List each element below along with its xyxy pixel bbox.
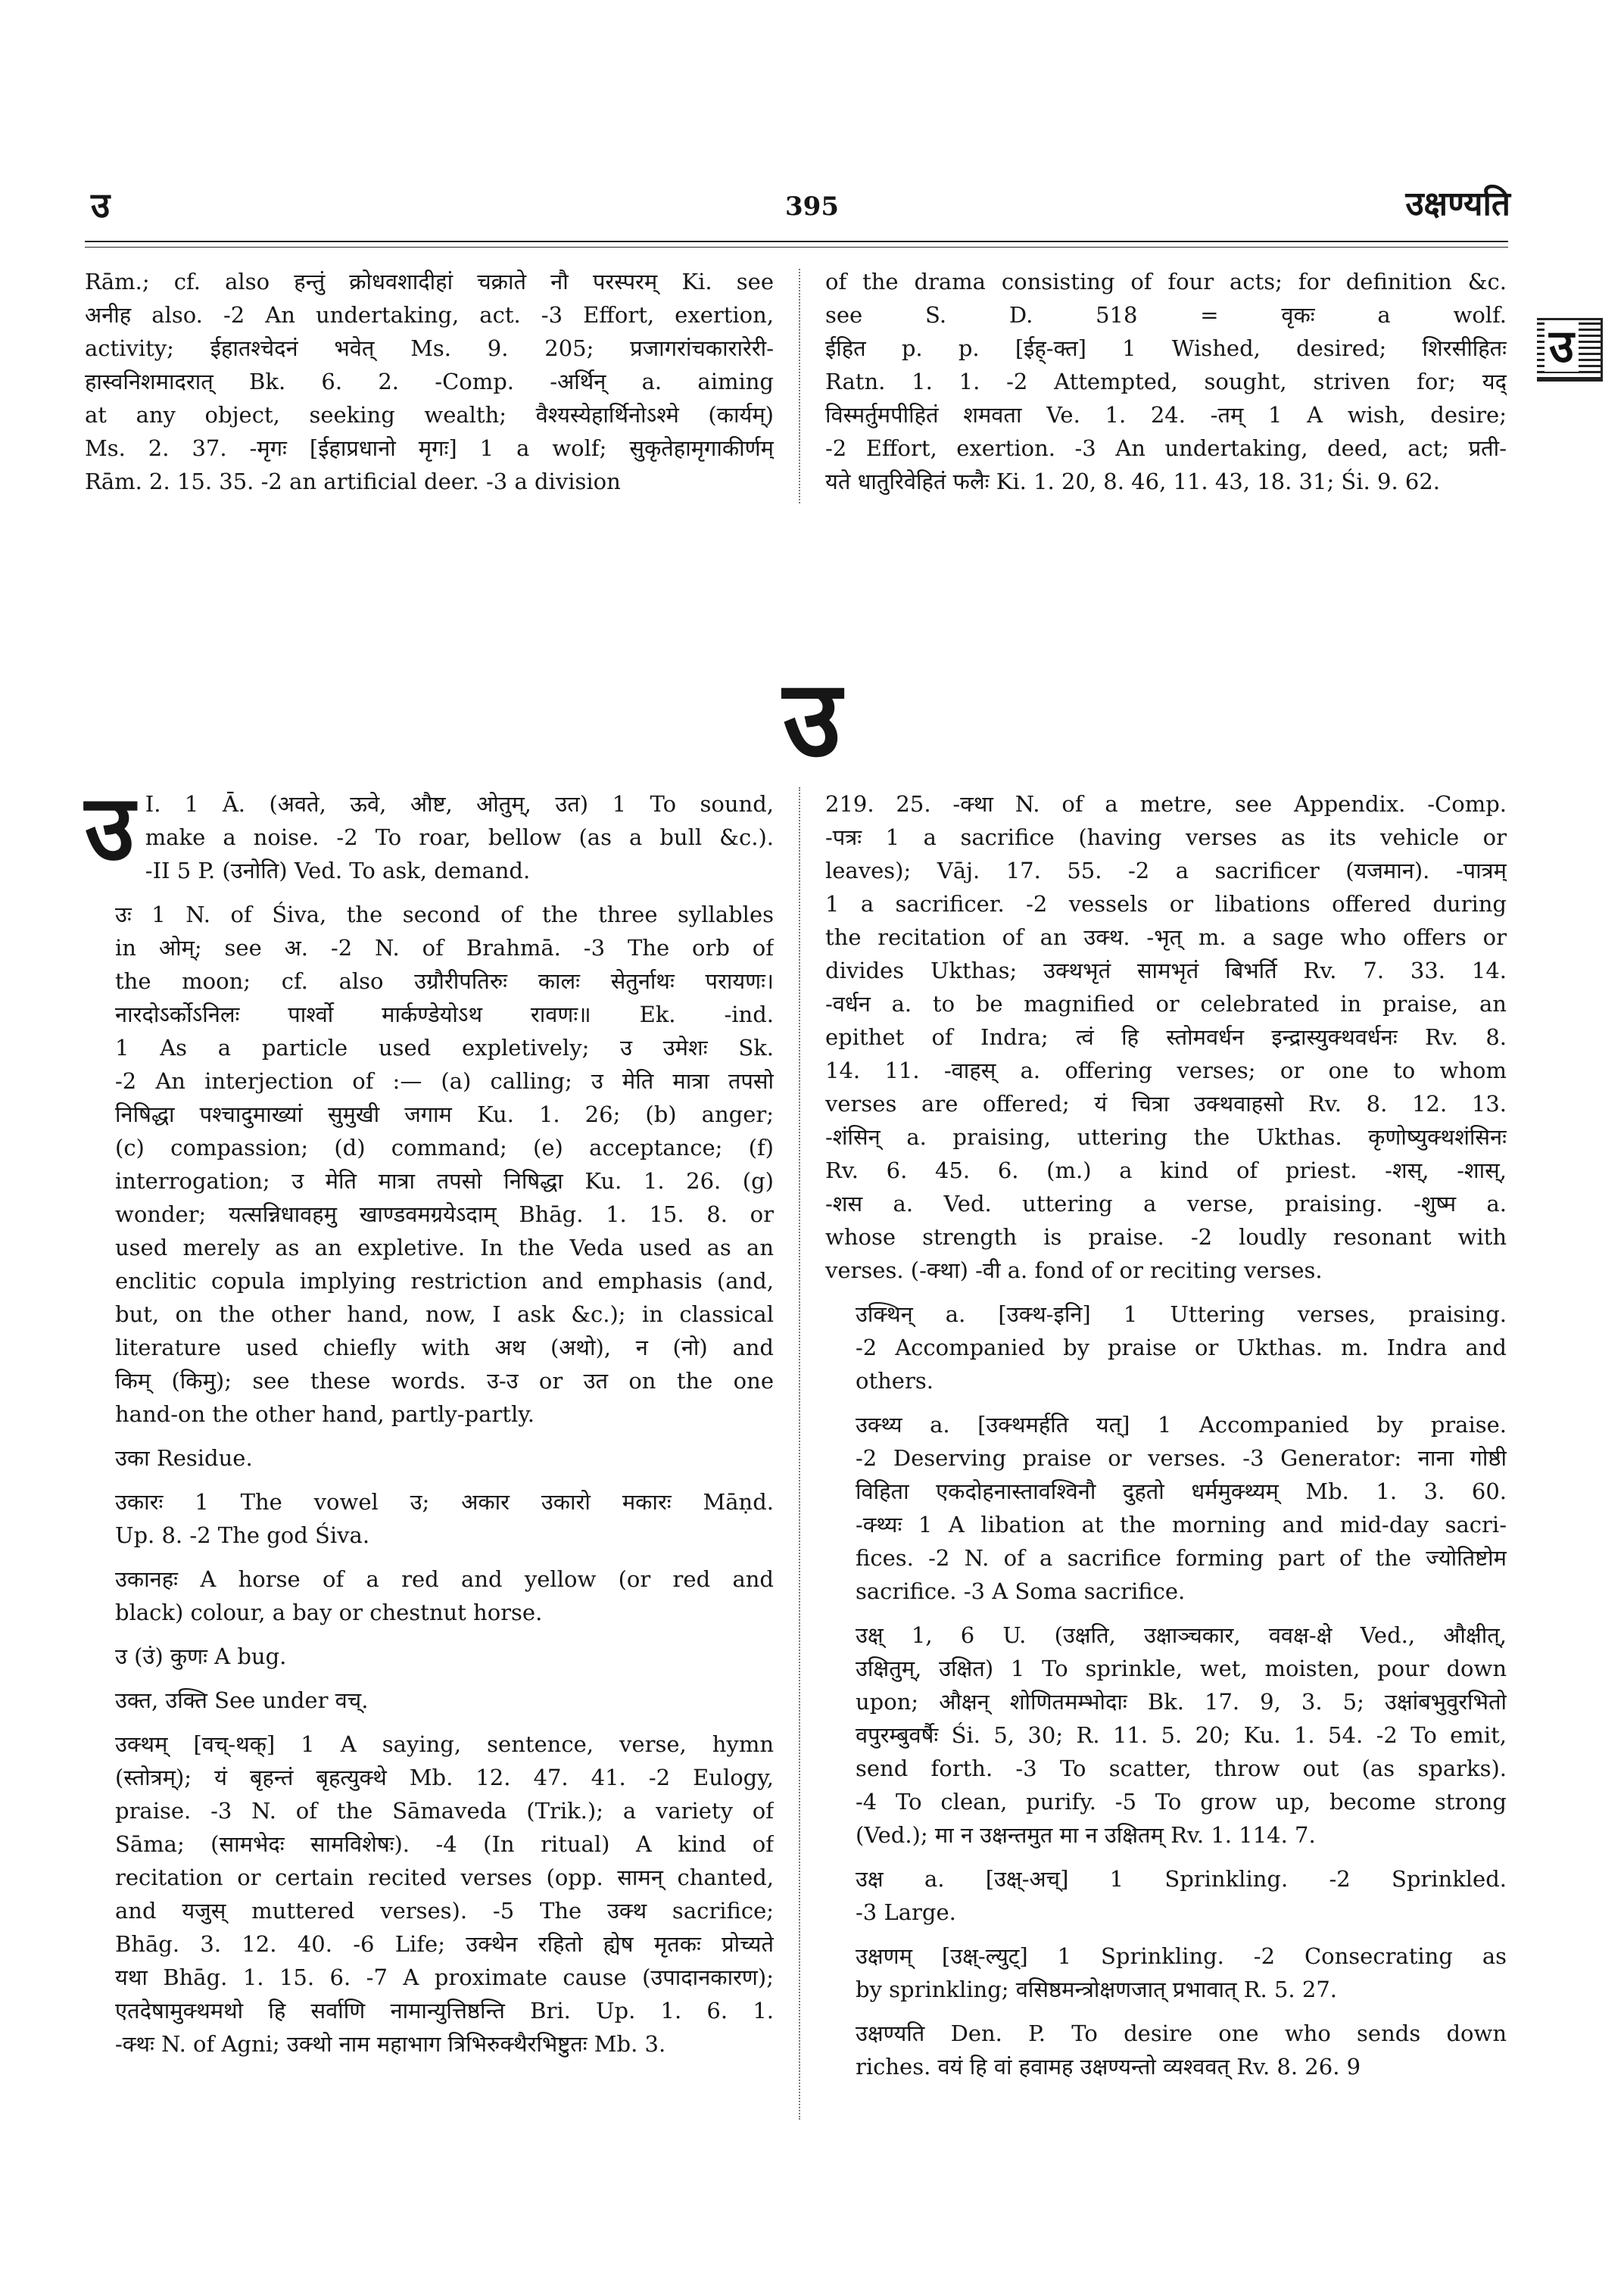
text-line: -वर्धन a. to be magnified or celebrated in praise, an — [825, 991, 1507, 1017]
text-line: verses. (-क्था) -वी a. fond of or reciting verses. — [825, 1257, 1323, 1283]
text-line: निषिद्धा पश्चादुमाख्यां सुमुखी जगाम Ku. 1. 26; (b) anger; — [115, 1101, 774, 1127]
left-column — [85, 774, 774, 2071]
dictionary-entry — [85, 1485, 774, 1552]
dictionary-entry — [825, 1408, 1507, 1608]
drop-cap-letter: उ — [85, 774, 135, 881]
dictionary-entry — [85, 774, 774, 887]
header-left-letter: उ — [91, 185, 111, 226]
text-line: 14. 11. -वाहस् a. offering verses; or one to whom — [825, 1058, 1507, 1083]
text-line: 1 As a particle used expletively; उ उमेशः Sk. — [115, 1035, 774, 1061]
right-column — [825, 787, 1507, 2094]
text-line: riches. वयं हि वां हवामह उक्षण्यन्तो व्यश्ववत् Rv. 8. 26. 9 — [856, 2054, 1361, 2080]
dictionary-entry — [85, 898, 774, 1431]
dictionary-entry — [825, 1618, 1507, 1852]
top-right-column — [825, 265, 1507, 498]
text-line: praise. -3 N. of the Sāmaveda (Trik.); a variety of — [115, 1798, 774, 1824]
text-line: fices. -2 N. of a sacrifice forming part of the ज्योतिष्टोम — [856, 1545, 1507, 1571]
text-line: send forth. -3 To scatter, throw out (as sparks). — [856, 1756, 1507, 1781]
text-line: upon; औक्षन् शोणितमम्भोदाः Bk. 17. 9, 3. 5; उक्षांबभुवुरभितो — [856, 1689, 1507, 1715]
text-line: 1 a sacrificer. -2 vessels or libations offered during — [825, 891, 1507, 917]
text-line: विहिता एकदोहनास्तावश्विनौ दुहतो धर्ममुक्थ्यम् Mb. 1. 3. 60. — [856, 1478, 1507, 1504]
text-line: (स्तोत्रम्); यं बृहन्तं बृहत्युक्थे Mb. 12. 47. 41. -2 Eulogy, — [115, 1765, 774, 1790]
text-line: -2 Accompanied by praise or Ukthas. m. Indra and — [856, 1335, 1507, 1360]
text-line: the moon; cf. also उग्रौरीपतिरुः कालः सेतुर्नाथः परायणः। — [115, 968, 774, 994]
text-line: -क्थः N. of Agni; उक्थो नाम महाभाग त्रिभिरुक्थैरभिष्टुतः Mb. 3. — [115, 2031, 666, 2057]
text-line: wonder; यत्सन्निधावहमु खाण्डवमग्रयेऽदाम् Bhāg. 1. 15. 8. or — [115, 1201, 774, 1227]
text-line: make a noise. -2 To roar, bellow (as a bull &c.). — [145, 824, 774, 850]
text-line: hand-on the other hand, partly-partly. — [115, 1401, 535, 1427]
text-line: उक्ष् 1, 6 U. (उक्षति, उक्षाञ्चकार, ववक्ष-क्षे Ved., औक्षीत्, — [856, 1622, 1507, 1648]
text-line: -शंसिन् a. praising, uttering the Ukthas. कृणोष्युक्थशंसिनः — [825, 1124, 1507, 1150]
text-line: whose strength is praise. -2 loudly resonant with — [825, 1224, 1507, 1250]
column-divider-top — [799, 269, 800, 503]
text-line: नारदोऽर्कोऽनिलः पार्श्वो मार्कण्डेयोऽथ रावणः॥ Ek. -ind. — [115, 1002, 774, 1027]
text-line: Rv. 6. 45. 6. (m.) a kind of priest. -शस्, -शास्, — [825, 1157, 1507, 1183]
dictionary-entry — [85, 1562, 774, 1629]
text-line: Ratn. 1. 1. -2 Attempted, sought, striven for; यद् — [825, 369, 1507, 394]
dictionary-entry — [825, 1862, 1507, 1929]
text-line: sacrifice. -3 A Soma sacrifice. — [856, 1578, 1186, 1604]
text-line: विस्मर्तुमपीहितं शमवता Ve. 1. 24. -तम् 1 A wish, desire; — [825, 402, 1507, 428]
text-line: हास्वनिशमादरात् Bk. 6. 2. -Comp. -अर्थिन् a. aiming — [85, 369, 774, 394]
dictionary-entry — [825, 1298, 1507, 1397]
text-line: verses are offered; यं चित्रा उक्थवाहसो Rv. 8. 12. 13. — [825, 1091, 1507, 1117]
text-line: वपुरम्बुवर्षैः Śi. 5, 30; R. 11. 5. 20; Ku. 1. 54. -2 To emit, — [856, 1722, 1507, 1748]
text-line: epithet of Indra; त्वं हि स्तोमवर्धन इन्द्रास्युक्थवर्धनः Rv. 8. — [825, 1024, 1507, 1050]
page-number: 395 — [785, 192, 839, 222]
column-divider-main — [799, 787, 800, 2120]
text-line: Rām.; cf. also हन्तुं क्रोधवशादीहां चक्राते नौ परस्परम् Ki. see — [85, 269, 774, 294]
text-line: black) colour, a bay or chestnut horse. — [115, 1600, 543, 1625]
text-line: by sprinkling; वसिष्ठमन्त्रोक्षणजात् प्रभावात् R. 5. 27. — [856, 1977, 1337, 2002]
text-line: -4 To clean, purify. -5 To grow up, become strong — [856, 1789, 1507, 1815]
text-line: उक्षितुम्, उक्षित) 1 To sprinkle, wet, moisten, pour down — [856, 1656, 1507, 1681]
dictionary-entry — [85, 1441, 774, 1475]
text-line: उक्षण्यति Den. P. To desire one who sends down — [856, 2020, 1507, 2046]
text-line: divides Ukthas; उक्थभृतं सामभृतं बिभर्ति Rv. 7. 33. 14. — [825, 958, 1507, 983]
section-letter-heading: उ — [783, 657, 841, 781]
dictionary-entry — [825, 2017, 1507, 2083]
text-line: others. — [856, 1368, 934, 1394]
text-line: leaves); Vāj. 17. 55. -2 a sacrificer (यजमान). -पात्रम् — [825, 858, 1507, 883]
text-line: उकारः 1 The vowel उ; अकार उकारो मकारः Māṇd. — [115, 1489, 774, 1515]
dictionary-entry — [825, 787, 1507, 1287]
text-line: see S. D. 518 = वृकः a wolf. — [825, 302, 1507, 328]
text-line: -क्थ्यः 1 A libation at the morning and mid-day sacri- — [856, 1512, 1507, 1537]
text-line: यथा Bhāg. 1. 15. 6. -7 A proximate cause (उपादानकारण); — [115, 1964, 774, 1990]
header-rule — [85, 241, 1508, 242]
text-line: -II 5 P. (उनोति) Ved. To ask, demand. — [145, 858, 531, 883]
text-line: (c) compassion; (d) command; (e) acceptance; (f) — [115, 1135, 774, 1161]
text-line: -2 An interjection of :— (a) calling; उ मेति मात्रा तपसो — [115, 1068, 774, 1094]
text-line: अनीह also. -2 An undertaking, act. -3 Effort, exertion, — [85, 302, 774, 328]
text-line: उक्त, उक्ति See under वच्. — [115, 1687, 369, 1713]
text-line: the recitation of an उक्थ. -भृत् m. a sage who offers or — [825, 924, 1507, 950]
text-line: किम् (किमु); see these words. उ-उ or उत on the one — [115, 1368, 774, 1394]
text-line: Bhāg. 3. 12. 40. -6 Life; उक्थेन रहितो ह्येष मृतकः प्रोच्यते — [115, 1931, 774, 1957]
text-line: in ओम्; see अ. -2 N. of Brahmā. -3 The orb of — [115, 935, 774, 961]
text-line: recitation or certain recited verses (opp. सामन् chanted, — [115, 1865, 774, 1890]
text-line: उक्थम् [वच्-थक्] 1 A saying, sentence, verse, hymn — [115, 1731, 774, 1757]
header-right-guideword: उक्षण्यति — [1405, 185, 1510, 223]
header-rule-thin — [85, 247, 1508, 248]
text-line: (Ved.); मा न उक्षन्तमुत मा न उक्षितम् Rv. 1. 114. 7. — [856, 1822, 1316, 1848]
text-line: 219. 25. -क्था N. of a metre, see Appendix. -Comp. — [825, 791, 1507, 817]
top-left-column — [85, 265, 774, 498]
text-line: यते धातुरिवेहितं फलैः Ki. 1. 20, 8. 46, 11. 43, 18. 31; Śi. 9. 62. — [825, 469, 1441, 494]
dictionary-entry — [85, 1640, 774, 1673]
text-line: Rām. 2. 15. 35. -2 an artificial deer. -3 a division — [85, 469, 621, 494]
text-line: enclitic copula implying restriction and emphasis (and, — [115, 1268, 774, 1294]
thumb-index-tab — [1537, 318, 1603, 382]
thumb-index-letter: उ — [1545, 322, 1579, 372]
text-line: उक्ष a. [उक्ष्-अच्] 1 Sprinkling. -2 Sprinkled. — [856, 1866, 1507, 1892]
text-line: Ms. 2. 37. -मृगः [ईहाप्रधानो मृगः] 1 a wolf; सुकृतेहामृगाकीर्णम् — [85, 435, 774, 461]
text-line: of the drama consisting of four acts; for definition &c. — [825, 269, 1507, 294]
text-line: उ (उं) कुणः A bug. — [115, 1643, 287, 1669]
text-line: Up. 8. -2 The god Śiva. — [115, 1522, 370, 1548]
text-line: उः 1 N. of Śiva, the second of the three syllables — [115, 902, 774, 927]
text-line: उका Residue. — [115, 1445, 253, 1471]
dictionary-entry — [825, 1939, 1507, 2006]
text-line: -शस a. Ved. uttering a verse, praising. -शुष्म a. — [825, 1191, 1507, 1217]
text-line: Sāma; (सामभेदः सामविशेषः). -4 (In ritual) A kind of — [115, 1831, 774, 1857]
text-line: उक्थिन् a. [उक्थ-इनि] 1 Uttering verses, praising. — [856, 1301, 1507, 1327]
text-line: -2 Deserving praise or verses. -3 Generator: नाना गोष्ठी — [856, 1445, 1507, 1471]
text-line: at any object, seeking wealth; वैश्यस्येहार्थिनोऽश्मे (कार्यम्) — [85, 402, 774, 428]
text-line: उकानहः A horse of a red and yellow (or red and — [115, 1566, 774, 1592]
text-line: literature used chiefly with अथ (अथो), न (नो) and — [115, 1335, 774, 1360]
text-line: एतदेषामुक्थमथो हि सर्वाणि नामान्युत्तिष्ठन्ति Bri. Up. 1. 6. 1. — [115, 1998, 774, 2024]
text-line: उक्थ्य a. [उक्थमर्हति यत्] 1 Accompanied by praise. — [856, 1412, 1507, 1438]
text-line: उक्षणम् [उक्ष्-ल्युट्] 1 Sprinkling. -2 Consecrating as — [856, 1943, 1507, 1969]
text-line: ईहित p. p. [ईह्-क्त] 1 Wished, desired; शिरसीहितः — [825, 335, 1507, 361]
text-line: used merely as an expletive. In the Veda used as an — [115, 1235, 774, 1260]
text-line: -3 Large. — [856, 1899, 956, 1925]
text-line: I. 1 Ā. (अवते, ऊवे, औष्ट, ओतुम्, उत) 1 To sound, — [145, 791, 774, 817]
text-line: activity; ईहातश्चेदनं भवेत् Ms. 9. 205; प्रजागरांचकारारेरी- — [85, 335, 774, 361]
text-line: and यजुस् muttered verses). -5 The उक्थ sacrifice; — [115, 1898, 774, 1924]
text-line: interrogation; उ मेति मात्रा तपसो निषिद्धा Ku. 1. 26. (g) — [115, 1168, 774, 1194]
text-line: -पत्रः 1 a sacrifice (having verses as its vehicle or — [825, 824, 1507, 850]
dictionary-entry — [85, 1728, 774, 2061]
text-line: but, on the other hand, now, I ask &c.); in classical — [115, 1301, 774, 1327]
text-line: -2 Effort, exertion. -3 An undertaking, deed, act; प्रती- — [825, 435, 1507, 461]
dictionary-entry — [85, 1684, 774, 1717]
